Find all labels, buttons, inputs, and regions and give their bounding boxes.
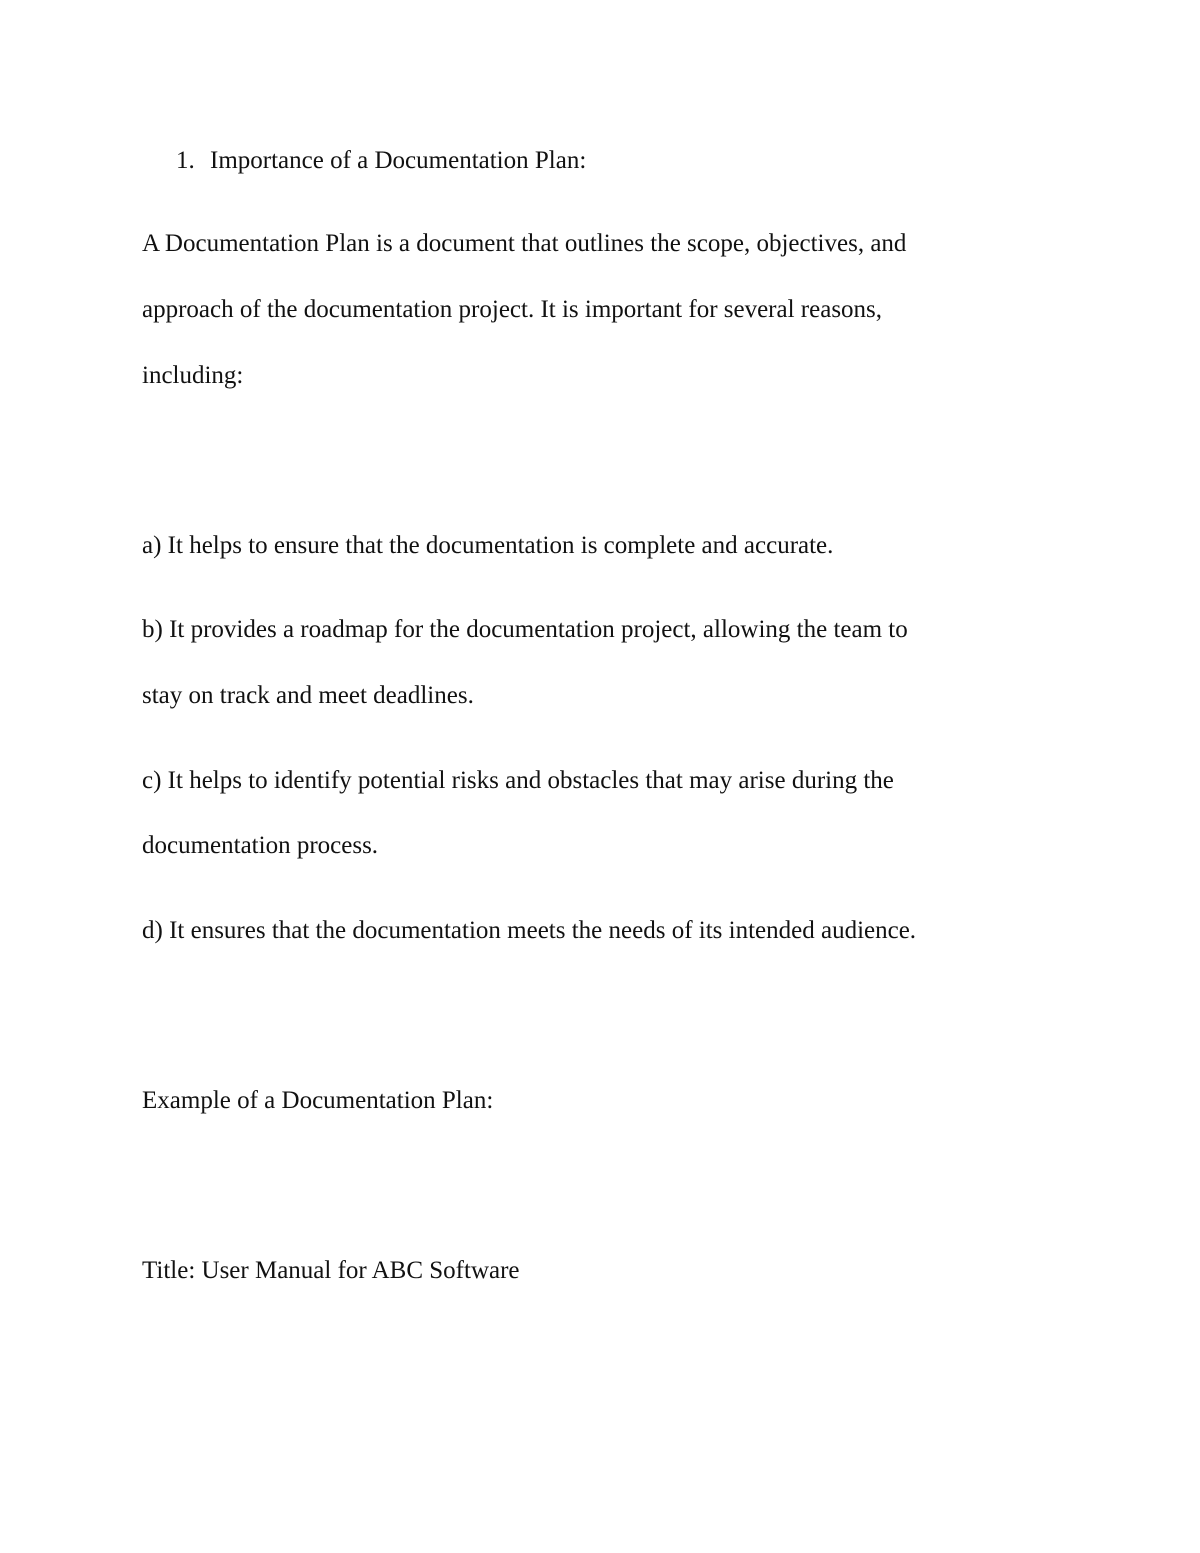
- intro-line-2: approach of the documentation project. It is important for several reasons,: [142, 296, 883, 323]
- section-number: 1.: [176, 147, 195, 174]
- reason-c-line-2: documentation process.: [142, 832, 379, 859]
- reason-b-line-1: b) It provides a roadmap for the documentation project, allowing the team to: [142, 616, 908, 643]
- example-heading: Example of a Documentation Plan:: [142, 1087, 494, 1114]
- reason-c-line-1: c) It helps to identify potential risks and obstacles that may arise during the: [142, 767, 894, 794]
- reason-a: a) It helps to ensure that the documentation is complete and accurate.: [142, 532, 834, 559]
- section-heading-text: Importance of a Documentation Plan:: [210, 147, 587, 174]
- reason-b-line-2: stay on track and meet deadlines.: [142, 682, 474, 709]
- section-heading: [176, 146, 586, 176]
- title-line: Title: User Manual for ABC Software: [142, 1257, 520, 1284]
- intro-line-3: including:: [142, 362, 244, 389]
- intro-line-1: A Documentation Plan is a document that outlines the scope, objectives, and: [142, 230, 907, 257]
- reason-d: d) It ensures that the documentation meets the needs of its intended audience.: [142, 917, 917, 944]
